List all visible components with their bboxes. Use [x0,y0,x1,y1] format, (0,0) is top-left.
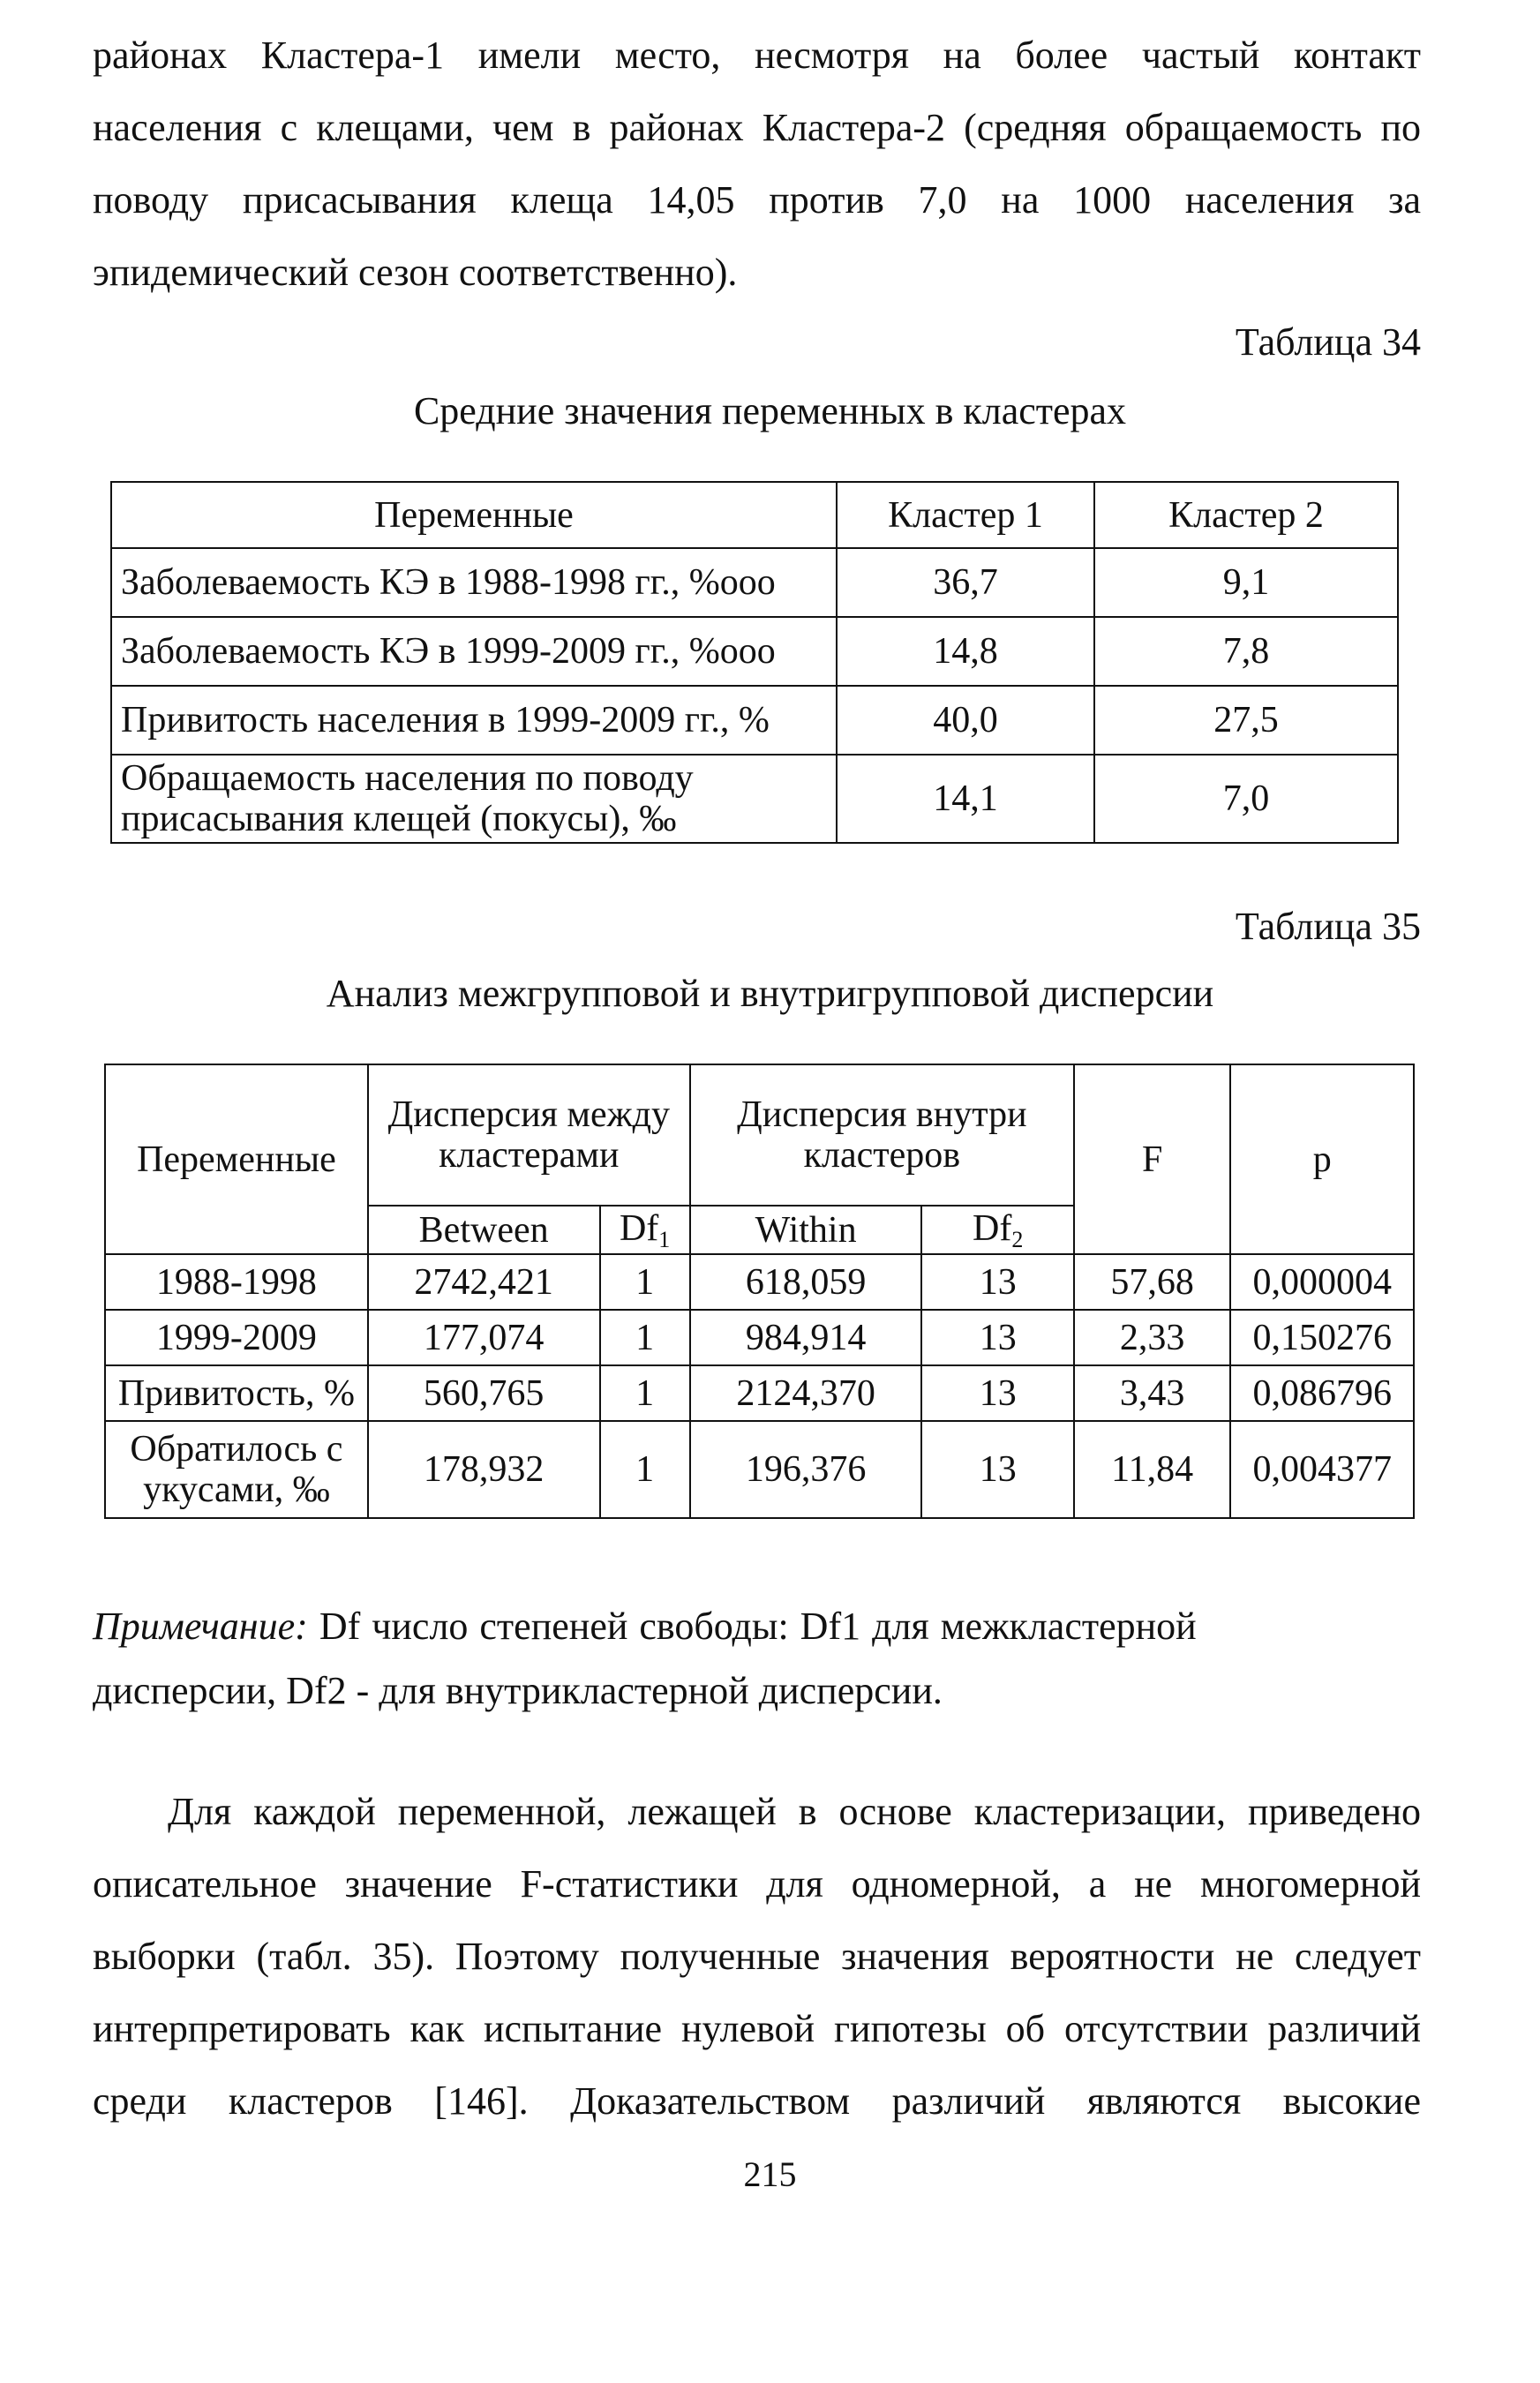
table35-cell: 1 [600,1421,690,1518]
table35-cell: 560,765 [368,1365,600,1421]
note-text-1: Df число степеней свободы: Df1 для межкластерной [319,1605,1197,1648]
table34-header-cluster1: Кластер 1 [837,482,1094,548]
table35-cell: 0,150276 [1230,1310,1414,1365]
table-35 [104,1064,1415,1519]
table-row [111,617,1398,686]
table35-header-variables: Переменные [105,1064,368,1254]
table35-cell: Обратилось с укусами, ‰ [105,1421,368,1518]
table35-cell: 1 [600,1254,690,1310]
table35-cell: 1988-1998 [105,1254,368,1310]
body-line-2 [93,1860,1421,1909]
table35-cell: 13 [921,1421,1073,1518]
table34-cell: 14,8 [837,617,1094,686]
table35-cell: 3,43 [1074,1365,1230,1421]
table34-cell: 7,0 [1094,755,1398,843]
table-row [105,1254,1414,1310]
table34-cell: Заболеваемость КЭ в 1988-1998 гг., %ooo [111,548,837,617]
table35-header-p: p [1230,1064,1414,1254]
intro-line-4: эпидемический сезон соответственно). [93,251,738,294]
table35-cell: 1 [600,1365,690,1421]
table35-cell: 1 [600,1310,690,1365]
table-34 [110,481,1399,844]
body-line-2-text: описательное значение F-статистики для одномерной, а не многомерной [93,1862,1421,1906]
body-line-4: интерпретировать как испытание нулевой гипотезы об отсутствии различий [93,2007,1421,2050]
table35-cell: 2124,370 [690,1365,922,1421]
table35-cell: 13 [921,1310,1073,1365]
table35-cell: 11,84 [1074,1421,1230,1518]
table35-label: Таблица 35 [1235,905,1421,948]
table35-sub-between: Between [368,1206,600,1254]
table-row [111,686,1398,755]
table35-cell: 177,074 [368,1310,600,1365]
table34-cell: 9,1 [1094,548,1398,617]
table35-cell: 2,33 [1074,1310,1230,1365]
table-row [105,1421,1414,1518]
table35-sub-df2: $Df_2$ [921,1206,1073,1254]
table35-header-within: Дисперсия внутри кластеров [690,1064,1074,1206]
note-label: Примечание: [93,1605,308,1648]
table35-cell: Привитость, % [105,1365,368,1421]
body-line-5: среди кластеров [146]. Доказательством различий являются высокие [93,2079,1421,2123]
body-line-3: выборки (табл. 35). Поэтому полученные значения вероятности не следует [93,1935,1421,1978]
table35-cell: 13 [921,1365,1073,1421]
table35-cell: 0,086796 [1230,1365,1414,1421]
table35-header-between: Дисперсия между кластерами [368,1064,690,1206]
table35-cell: 1999-2009 [105,1310,368,1365]
table34-label: Таблица 34 [1235,320,1421,364]
intro-line-3: поводу присасывания клеща 14,05 против 7,0 на 1000 населения за [93,178,1421,222]
table35-cell: 0,004377 [1230,1421,1414,1518]
table34-cell: 27,5 [1094,686,1398,755]
table35-cell: 618,059 [690,1254,922,1310]
table34-header-cluster2: Кластер 2 [1094,482,1398,548]
table35-cell: 984,914 [690,1310,922,1365]
table35-cell: 178,932 [368,1421,600,1518]
table-row [105,1365,1414,1421]
body-line-1: Для каждой переменной, лежащей в основе кластеризации, приведено [168,1790,1421,1833]
table35-cell: 0,000004 [1230,1254,1414,1310]
table34-header-variables: Переменные [111,482,837,548]
table34-cell: 7,8 [1094,617,1398,686]
note-line-1 [93,1602,1421,1651]
table34-cell: Привитость населения в 1999-2009 гг., % [111,686,837,755]
table-row [111,755,1398,843]
page-number: 215 [743,2154,797,2194]
table34-title: Средние значения переменных в кластерах [413,389,1127,432]
intro-line-2: населения с клещами, чем в районах Кластера-2 (средняя обращаемость по [93,106,1421,149]
table35-sub-df1: $Df_1$ [600,1206,690,1254]
table-row [111,548,1398,617]
table34-cell: 14,1 [837,755,1094,843]
intro-line-1: районах Кластера-1 имели место, несмотря на более частый контакт [93,34,1421,77]
note-line-2: дисперсии, Df2 - для внутрикластерной дисперсии. [93,1669,943,1712]
table35-header-f: F [1074,1064,1230,1254]
table35-cell: 196,376 [690,1421,922,1518]
table35-cell: 13 [921,1254,1073,1310]
table34-cell: Заболеваемость КЭ в 1999-2009 гг., %ooo [111,617,837,686]
table34-cell: 36,7 [837,548,1094,617]
table34-cell: 40,0 [837,686,1094,755]
table34-cell: Обращаемость населения по поводу присасывания клещей (покусы), ‰ [111,755,837,843]
table35-sub-within: Within [690,1206,922,1254]
table35-cell: 2742,421 [368,1254,600,1310]
table35-cell: 57,68 [1074,1254,1230,1310]
table-row [105,1310,1414,1365]
table35-title: Анализ межгрупповой и внутригрупповой дисперсии [326,972,1214,1015]
